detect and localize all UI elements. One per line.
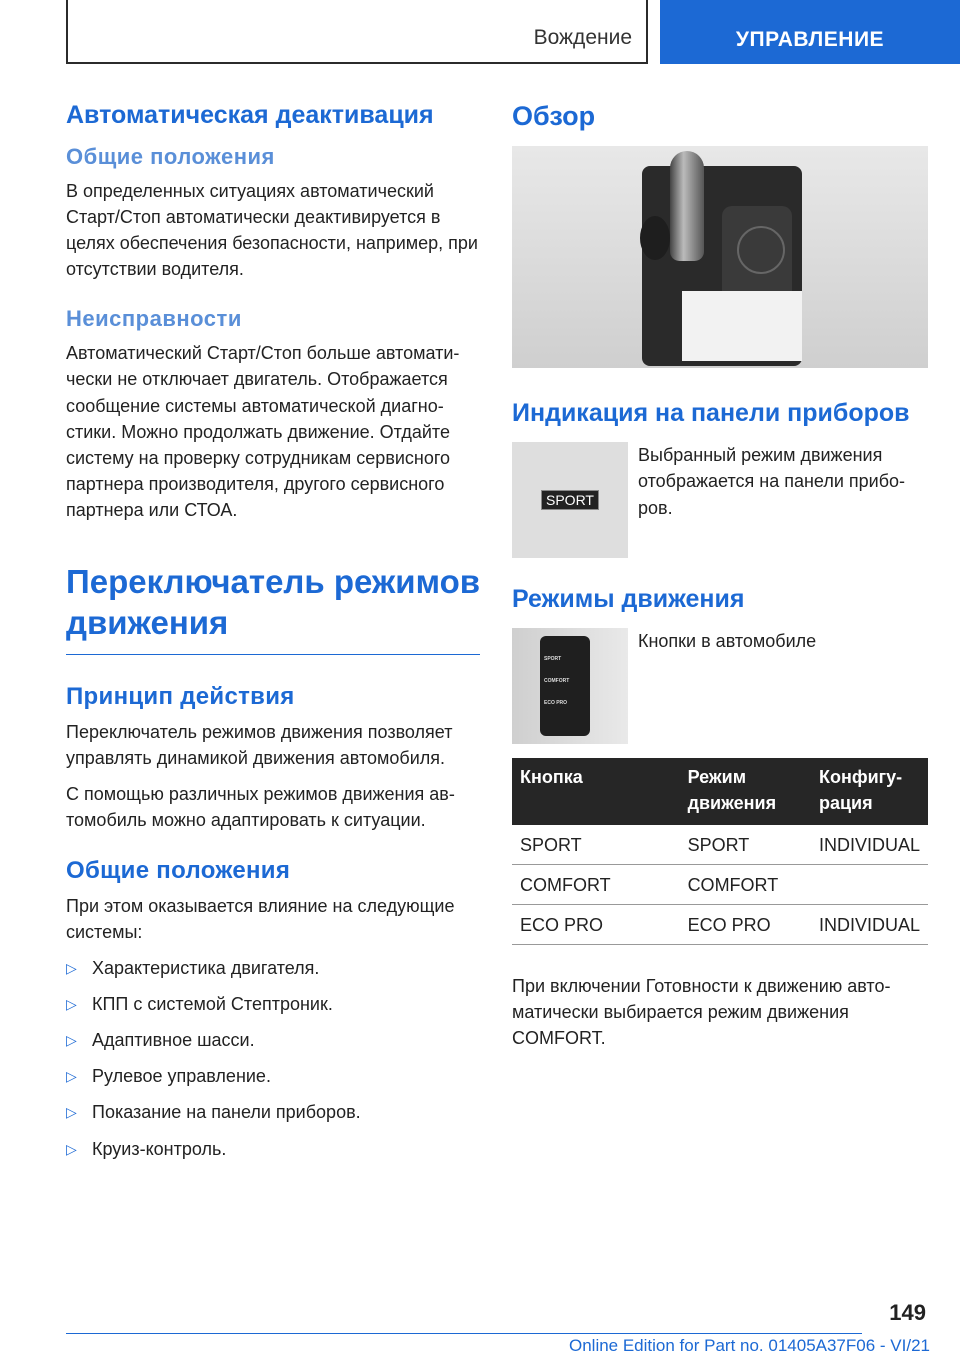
- triangle-bullet-icon: ▷: [66, 1104, 77, 1121]
- list-item: ▷ Характеристика двигателя.: [66, 955, 480, 981]
- column-header: Режим движения: [680, 758, 811, 824]
- cluster-display-photo: [512, 442, 628, 558]
- table-header-row: [512, 758, 928, 824]
- column-header: Конфигурация: [811, 758, 928, 824]
- paragraph-ready-comfort: При включении Готовности к движению автоматически выбирается режим движения COMFORT.: [512, 975, 891, 1048]
- list-item: ▷ КПП с системой Стептроник.: [66, 991, 480, 1017]
- driving-modes-table: [512, 758, 928, 944]
- list-item: ▷ Показание на панели приборов.: [66, 1099, 480, 1125]
- heading-principle: Принцип действия: [66, 682, 295, 710]
- table-row: ECO PRO ECO PRO INDIVIDUAL: [512, 904, 928, 944]
- heading-general-2: Общие положения: [66, 856, 291, 884]
- sport-badge: SPORT: [541, 490, 599, 510]
- list-item: ▷ Адаптивное шасси.: [66, 1027, 480, 1053]
- header-section-label: Вождение: [533, 26, 632, 49]
- right-column: [512, 100, 928, 1061]
- heading-mode-switch: Переключатель режимов движения: [66, 561, 480, 655]
- page-number: 149: [889, 1300, 926, 1325]
- triangle-bullet-icon: ▷: [66, 1032, 77, 1049]
- left-column: [66, 100, 480, 1172]
- triangle-bullet-icon: ▷: [66, 1068, 77, 1085]
- header-section-tab: [66, 0, 648, 64]
- paragraph-general-2: При этом оказывается влияние на следующие системы:: [66, 895, 455, 942]
- column-header: Кнопка: [512, 758, 680, 824]
- footer-divider: [66, 1333, 862, 1334]
- list-item: ▷ Круиз-контроль.: [66, 1136, 480, 1162]
- table-row: COMFORT COMFORT: [512, 864, 928, 904]
- mode-buttons-photo: SPORT COMFORT ECO PRO: [512, 628, 628, 744]
- affected-systems-list: [66, 955, 480, 1162]
- heading-driving-modes: Режимы движения: [512, 585, 745, 614]
- heading-general-1: Общие положения: [66, 144, 275, 169]
- heading-instrument-cluster: Индикация на панели приборов: [512, 399, 910, 428]
- paragraph-principle-2: С помощью различных режимов движения автомобиль можно адаптировать к ситуации.: [66, 783, 455, 830]
- paragraph-faults: Автоматический Старт/Стоп больше автоматически не отключает двигатель. Отображается сообщение системы автоматической диагностики. Можно продолжать движение. Отдайте систему на проверку сотрудникам сервисного партнера производителя, другого сервисного партнера или СТОА.: [66, 343, 460, 520]
- paragraph-general-1: В определенных ситуациях автоматический Старт/Стоп автоматически деактивируется в целях обеспечения безопасности, например, при отсутствии водителя.: [66, 181, 478, 280]
- header-chapter-label: УПРАВЛЕНИЕ: [735, 28, 885, 51]
- triangle-bullet-icon: ▷: [66, 960, 77, 977]
- header-chapter-tab: [660, 0, 960, 64]
- triangle-bullet-icon: ▷: [66, 1140, 77, 1157]
- table-row: SPORT SPORT INDIVIDUAL: [512, 825, 928, 865]
- gear-selector-photo: [512, 146, 928, 368]
- edition-footer: Online Edition for Part no. 01405A37F06 - VI/21: [568, 1336, 930, 1355]
- paragraph-cluster: Выбранный режим движения отображается на панели приборов.: [638, 445, 906, 518]
- heading-auto-deactivation: Автоматическая деактивация: [66, 101, 434, 129]
- heading-overview: Обзор: [512, 101, 596, 131]
- paragraph-buttons: Кнопки в автомобиле: [638, 631, 817, 652]
- paragraph-principle-1: Переключатель режимов движения позволяет управлять динамикой движения автомобиля.: [66, 721, 453, 768]
- triangle-bullet-icon: ▷: [66, 996, 77, 1013]
- list-item: ▷ Рулевое управление.: [66, 1063, 480, 1089]
- heading-faults: Неисправности: [66, 306, 242, 332]
